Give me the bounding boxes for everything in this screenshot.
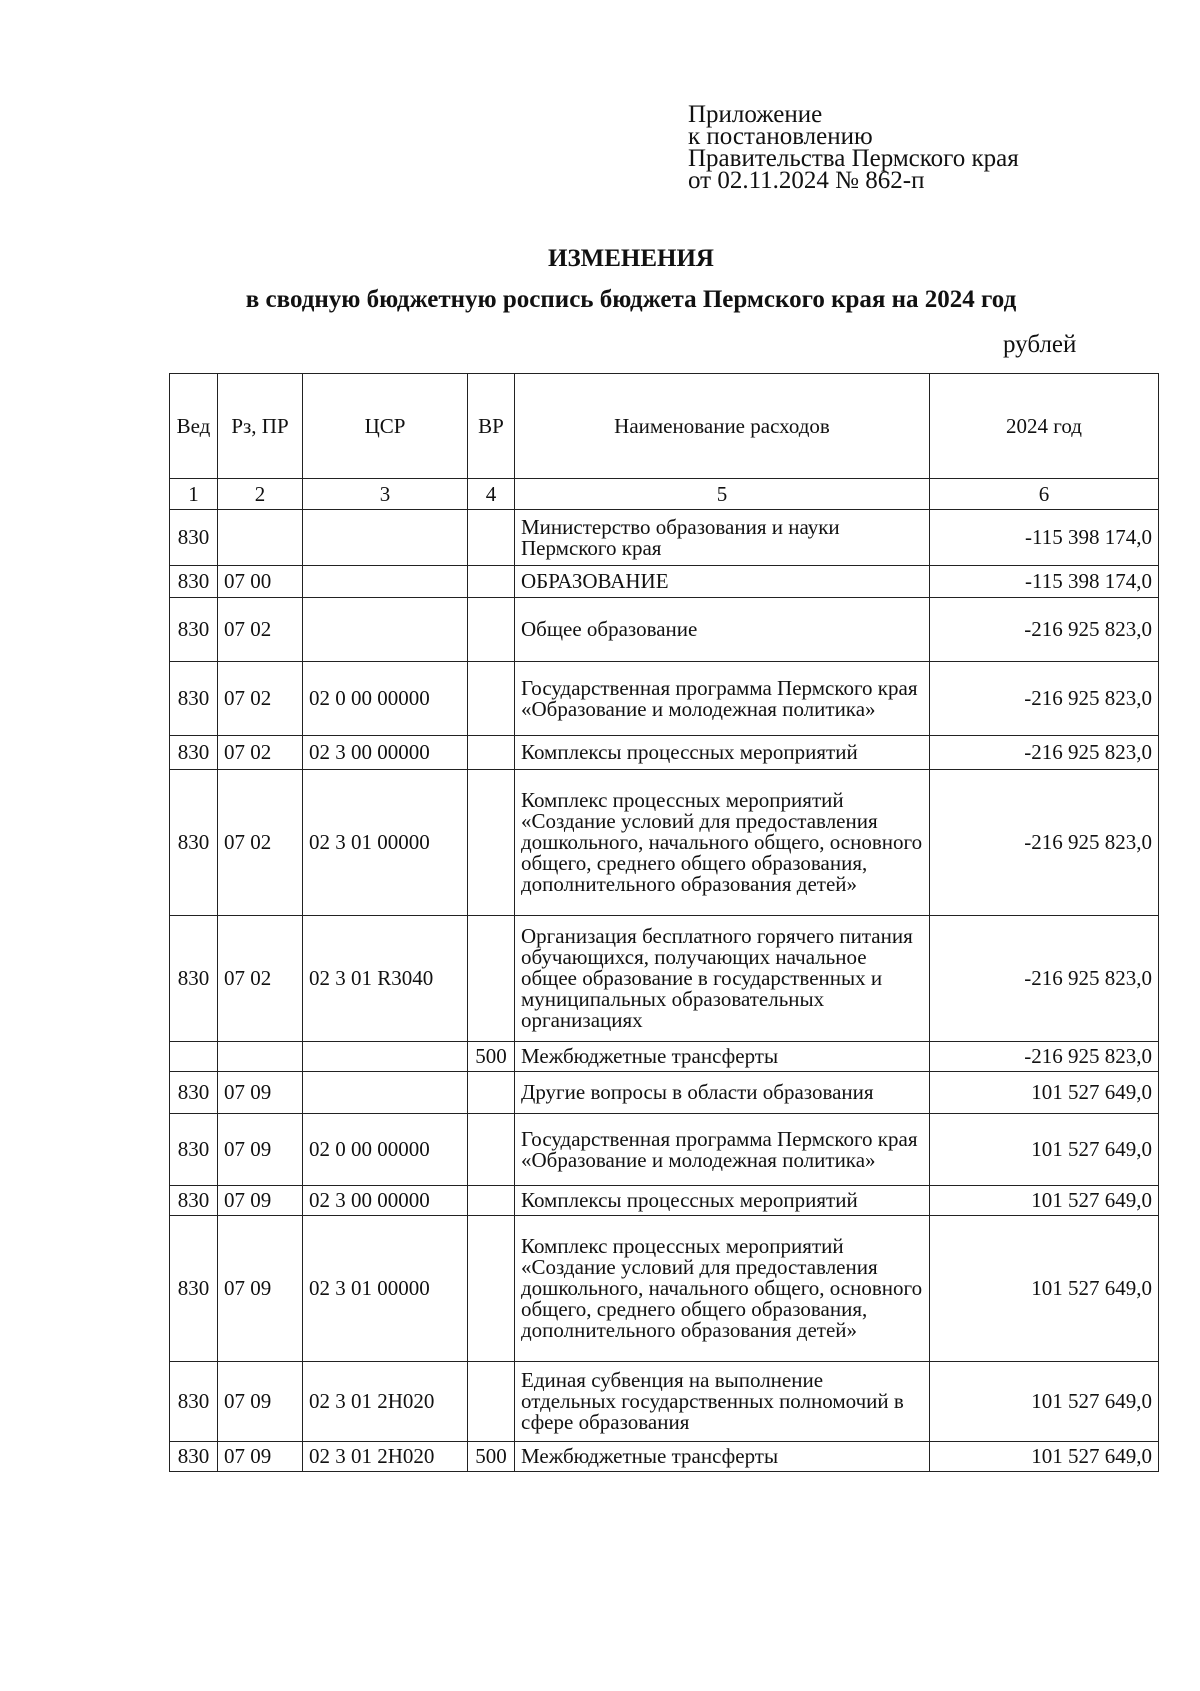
cell-vr (468, 1216, 515, 1362)
cell-rzpr: 07 00 (218, 566, 303, 598)
cell-amount: 101 527 649,0 (930, 1442, 1159, 1472)
column-numbers-row (170, 479, 1159, 510)
header-rzpr: Рз, ПР (218, 374, 303, 479)
cell-rzpr: 07 02 (218, 770, 303, 916)
table-row (170, 736, 1159, 770)
cell-amount: 101 527 649,0 (930, 1216, 1159, 1362)
cell-csr (303, 566, 468, 598)
table-row (170, 916, 1159, 1042)
cell-rzpr: 07 02 (218, 598, 303, 662)
header-ved: Вед (170, 374, 218, 479)
cell-name: ОБРАЗОВАНИЕ (515, 566, 930, 598)
cell-name: Комплекс процессных мероприятий «Создание условий для предоставления дошкольного, начального общего, основного общего, среднего общего образования, дополнительного образования детей» (515, 770, 930, 916)
cell-amount: -216 925 823,0 (930, 770, 1159, 916)
column-number: 2 (218, 479, 303, 510)
cell-name: Другие вопросы в области образования (515, 1072, 930, 1114)
cell-csr: 02 3 01 R3040 (303, 916, 468, 1042)
budget-table (169, 373, 1159, 1472)
cell-ved: 830 (170, 1114, 218, 1186)
cell-vr (468, 1072, 515, 1114)
cell-ved: 830 (170, 1216, 218, 1362)
cell-vr (468, 566, 515, 598)
cell-name: Комплексы процессных мероприятий (515, 736, 930, 770)
header-name: Наименование расходов (515, 374, 930, 479)
cell-vr: 500 (468, 1442, 515, 1472)
table-row (170, 510, 1159, 566)
cell-ved: 830 (170, 1442, 218, 1472)
header-csr: ЦСР (303, 374, 468, 479)
cell-csr: 02 3 01 00000 (303, 1216, 468, 1362)
cell-name: Государственная программа Пермского края «Образование и молодежная политика» (515, 662, 930, 736)
cell-vr (468, 1114, 515, 1186)
cell-ved: 830 (170, 1186, 218, 1216)
cell-vr (468, 598, 515, 662)
cell-amount: -216 925 823,0 (930, 1042, 1159, 1072)
cell-csr: 02 3 01 2Н020 (303, 1442, 468, 1472)
cell-ved (170, 1042, 218, 1072)
document-subtitle: в сводную бюджетную роспись бюджета Пермского края на 2024 год (245, 286, 1017, 313)
appendix-line: Правительства Пермского края (688, 145, 1019, 172)
table-header-row (170, 374, 1159, 479)
cell-name: Единая субвенция на выполнение отдельных государственных полномочий в сфере образования (515, 1362, 930, 1442)
cell-name: Министерство образования и науки Пермского края (515, 510, 930, 566)
table-row (170, 1216, 1159, 1362)
cell-csr: 02 0 00 00000 (303, 662, 468, 736)
cell-ved: 830 (170, 1072, 218, 1114)
cell-ved: 830 (170, 770, 218, 916)
cell-rzpr: 07 09 (218, 1362, 303, 1442)
cell-amount: -216 925 823,0 (930, 598, 1159, 662)
cell-amount: -115 398 174,0 (930, 510, 1159, 566)
cell-ved: 830 (170, 736, 218, 770)
cell-ved: 830 (170, 662, 218, 736)
cell-rzpr: 07 02 (218, 662, 303, 736)
cell-csr (303, 1042, 468, 1072)
cell-name: Межбюджетные трансферты (515, 1442, 930, 1472)
cell-vr (468, 1362, 515, 1442)
cell-rzpr: 07 09 (218, 1442, 303, 1472)
cell-amount: -216 925 823,0 (930, 736, 1159, 770)
cell-csr: 02 0 00 00000 (303, 1114, 468, 1186)
table-row (170, 1114, 1159, 1186)
cell-rzpr: 07 09 (218, 1072, 303, 1114)
appendix-line: от 02.11.2024 № 862-п (688, 167, 925, 194)
cell-rzpr: 07 02 (218, 916, 303, 1042)
cell-name: Комплексы процессных мероприятий (515, 1186, 930, 1216)
cell-ved: 830 (170, 598, 218, 662)
cell-csr (303, 1072, 468, 1114)
table-row (170, 662, 1159, 736)
cell-csr (303, 510, 468, 566)
table-row (170, 1042, 1159, 1072)
cell-rzpr: 07 09 (218, 1186, 303, 1216)
cell-name: Комплекс процессных мероприятий «Создание условий для предоставления дошкольного, начального общего, основного общего, среднего общего образования, дополнительного образования детей» (515, 1216, 930, 1362)
appendix-line: к постановлению (688, 123, 873, 150)
cell-amount: -115 398 174,0 (930, 566, 1159, 598)
header-vr: ВР (468, 374, 515, 479)
cell-ved: 830 (170, 1362, 218, 1442)
cell-csr: 02 3 01 00000 (303, 770, 468, 916)
cell-ved: 830 (170, 916, 218, 1042)
cell-amount: 101 527 649,0 (930, 1072, 1159, 1114)
column-number: 6 (930, 479, 1159, 510)
table-row (170, 1442, 1159, 1472)
cell-rzpr (218, 510, 303, 566)
column-number: 1 (170, 479, 218, 510)
cell-vr (468, 736, 515, 770)
table-row (170, 1362, 1159, 1442)
cell-name: Государственная программа Пермского края «Образование и молодежная политика» (515, 1114, 930, 1186)
cell-vr (468, 916, 515, 1042)
cell-name: Межбюджетные трансферты (515, 1042, 930, 1072)
cell-csr: 02 3 00 00000 (303, 1186, 468, 1216)
table-row (170, 1072, 1159, 1114)
column-number: 3 (303, 479, 468, 510)
cell-vr: 500 (468, 1042, 515, 1072)
cell-amount: 101 527 649,0 (930, 1362, 1159, 1442)
table-row (170, 566, 1159, 598)
column-number: 4 (468, 479, 515, 510)
cell-csr: 02 3 00 00000 (303, 736, 468, 770)
cell-vr (468, 1186, 515, 1216)
cell-ved: 830 (170, 510, 218, 566)
cell-rzpr: 07 02 (218, 736, 303, 770)
cell-rzpr: 07 09 (218, 1216, 303, 1362)
units-label: рублей (1003, 331, 1077, 358)
cell-vr (468, 510, 515, 566)
table-row (170, 770, 1159, 916)
cell-name: Общее образование (515, 598, 930, 662)
appendix-line: Приложение (688, 101, 823, 128)
cell-rzpr: 07 09 (218, 1114, 303, 1186)
cell-name: Организация бесплатного горячего питания обучающихся, получающих начальное общее образование в государственных и муниципальных образовательных организациях (515, 916, 930, 1042)
cell-rzpr (218, 1042, 303, 1072)
cell-csr (303, 598, 468, 662)
budget-table-body (170, 510, 1159, 1472)
cell-amount: 101 527 649,0 (930, 1114, 1159, 1186)
cell-amount: 101 527 649,0 (930, 1186, 1159, 1216)
appendix-block (688, 101, 1019, 194)
column-number: 5 (515, 479, 930, 510)
table-row (170, 1186, 1159, 1216)
cell-ved: 830 (170, 566, 218, 598)
header-year: 2024 год (930, 374, 1159, 479)
table-row (170, 598, 1159, 662)
cell-amount: -216 925 823,0 (930, 916, 1159, 1042)
cell-csr: 02 3 01 2Н020 (303, 1362, 468, 1442)
cell-amount: -216 925 823,0 (930, 662, 1159, 736)
cell-vr (468, 662, 515, 736)
cell-vr (468, 770, 515, 916)
document-title: ИЗМЕНЕНИЯ (548, 245, 714, 272)
